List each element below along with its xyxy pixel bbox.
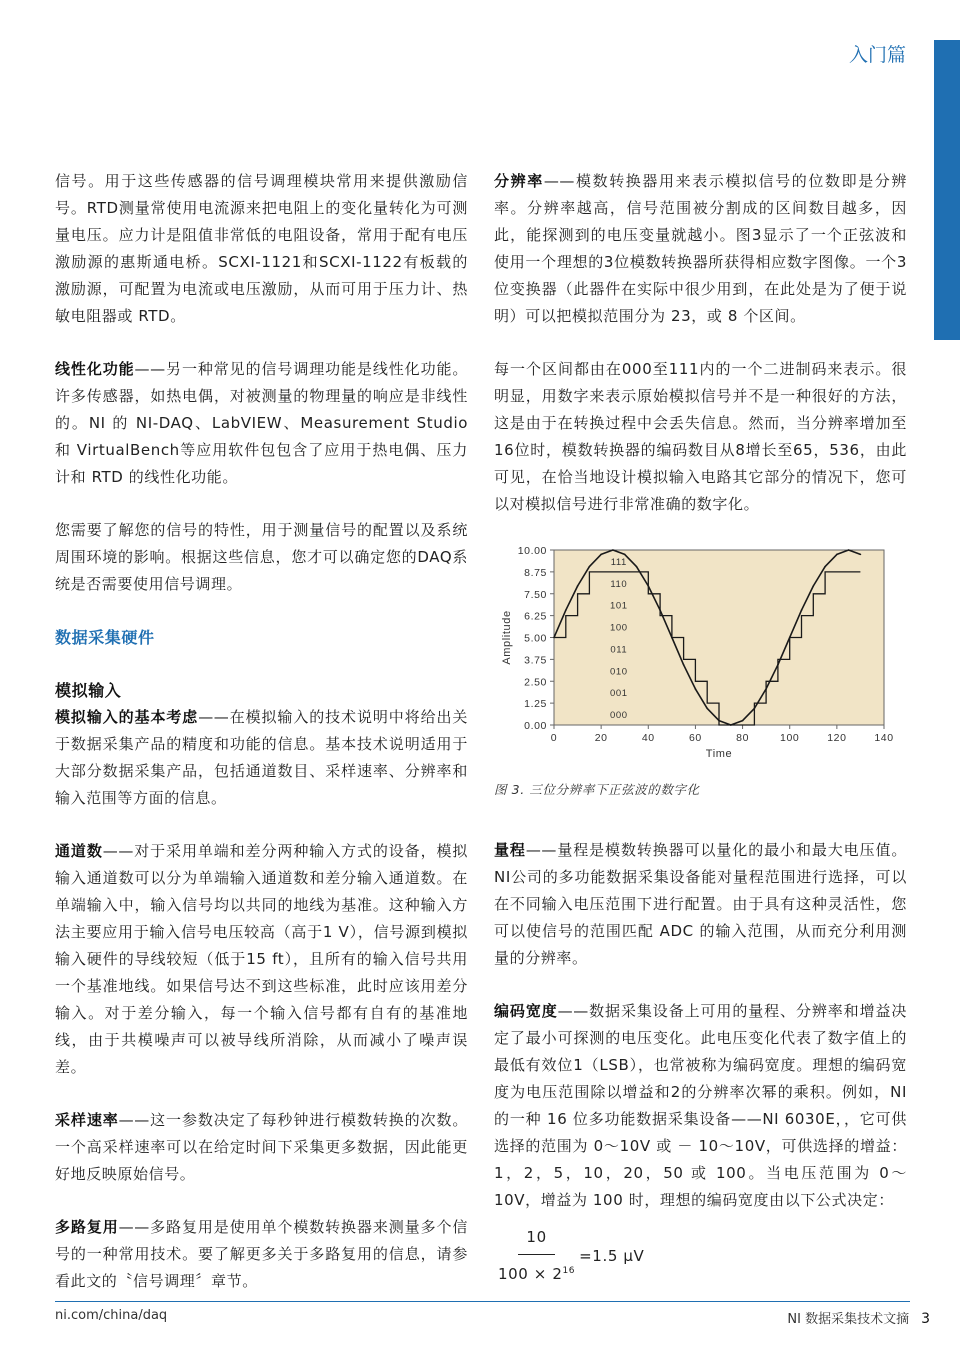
code-label: 100 [609,622,628,634]
plot-area [554,550,884,725]
figure [494,544,907,768]
denominator: $100 \times 2^{16}$ [498,1265,576,1283]
sine-point [624,554,626,556]
paragraph: 每一个区间都由在000至111内的一个二进制码来表示。很明显，用数字来表示原始模拟信号并不是一种很好的方法，这是由于在转换过程中会丢失信息。然而，当分辨率增加至16位时，模数转换器的编码数目从8增长至65，536，由此可见，在恰当地设计模拟输入电路其它部分的情况下，您可以对模拟信号进行非常准确的数字化。 [494,360,907,513]
page-number: 3 [921,1311,930,1327]
x-axis-label: Time [705,748,733,759]
code-label: 000 [609,710,628,722]
sine-point [777,664,779,666]
sine-point [600,554,602,556]
x-tick-label: 60 [688,732,702,744]
term: 量程 [494,841,526,859]
term: 编码宽度 [494,1002,558,1020]
footer-url[interactable]: ni.com/china/daq [55,1308,168,1323]
sine-point [706,708,708,710]
sine-point [836,554,838,556]
footer-rule [55,1301,910,1302]
formula [494,1224,907,1288]
y-tick-label: 0.00 [524,720,547,732]
sine-point [589,566,591,568]
y-tick-label: 2.50 [524,676,547,689]
term: 多路复用 [55,1218,119,1236]
sine-point [718,720,720,722]
term: 模拟输入的基本考虑 [55,708,199,726]
x-tick-label: 100 [780,732,800,744]
sine-point [801,609,803,611]
x-tick-label: 0 [550,732,558,744]
sine-point [789,637,791,639]
sine-point [824,566,826,568]
x-tick-label: 120 [827,732,847,744]
paragraph: 多路复用——多路复用是使用单个模数转换器来测量多个信号的一种常用技术。要了解更多关于多路复用的信息，请参看此文的〝信号调理〞章节。 [55,1218,469,1290]
y-tick-label: 5.00 [524,632,547,645]
code-label: 011 [610,644,628,656]
code-label: 001 [609,688,628,700]
paragraph: 通道数——对于采用单端和差分两种输入方式的设备，模拟输入通道数可以分为单端输入通道数和差分输入通道数。在单端输入中，输入信号均以共同的地线为基准。这种输入方法主要应用于输入信号电压较高（高于1 V），信号源到模拟输入硬件的导线较短（低于15 ft），且所有的输入信号共用一个基准地线。如果信号达不到这些标准，此时应该用差分输入。对于差分输入，每一个输入信号都有自有的基准地线，由于共模噪声可以被导线所消除，从而减小了噪声误差。 [55,842,468,1076]
sine-point [647,585,649,587]
left-column [55,168,468,1321]
paragraph: 线性化功能——另一种常见的信号调理功能是线性化功能。许多传感器，如热电偶，对被测量的物理量的响应是非线性的。NI 的 NI-DAQ、LabVIEW、Measurement Studio 和 VirtualBench等应用软件包包含了应用于热电偶、压力计和 RTD 的线性化功能。 [55,360,468,486]
sine-point [730,724,732,726]
sine-point [553,637,555,639]
x-tick-label: 140 [874,732,894,744]
term: 线性化功能 [55,360,135,378]
sine-point [860,554,862,556]
sine-point [812,585,814,587]
sub-title: 模拟输入 [55,681,122,700]
x-tick-label: 20 [594,732,608,744]
footer-title [787,1308,930,1327]
formula-result: =1.5 μV [579,1246,645,1265]
fraction [494,1224,579,1288]
paragraph: 模拟输入的基本考虑——在模拟输入的技术说明中将给出关于数据采集产品的精度和功能的信息。基本技术说明适用于大部分数据采集产品，包括通道数目、采样速率、分辨率和输入范围等方面的信息。 [55,708,469,807]
y-axis-label: Amplitude [501,610,513,665]
sine-point [671,637,673,639]
paragraph: 分辨率——模数转换器用来表示模拟信号的位数即是分辨率。分辨率越高，信号范围被分割成的区间数目越多，因此，能探测到的电压变量就越小。图3显示了一个正弦波和使用一个理想的3位模数转换器所获得相应数字图像。一个3位变换器（此器件在实际中很少用到，在此处是为了便于说明）可以把模拟范围分为 23，或 8 个区间。 [494,172,908,325]
y-tick-label: 3.75 [524,654,547,667]
code-label: 101 [609,600,628,612]
sine-point [742,720,744,722]
sine-point [612,549,614,551]
sine-point [565,609,567,611]
term: 通道数 [55,842,103,860]
paragraph: 采样速率——这一参数决定了每秒钟进行模数转换的次数。一个高采样速率可以在给定时间下采集更多数据，因此能更好地反映原始信号。 [55,1111,469,1183]
sine-point [683,664,685,666]
sine-point [695,688,697,690]
sine-digitization-chart [494,544,904,759]
x-tick-label: 40 [641,732,655,744]
y-tick-label: 7.50 [524,588,547,601]
section-header: 入门篇 [848,44,906,66]
code-label: 111 [610,556,627,568]
section-title: 数据采集硬件 [55,628,155,647]
x-tick-label: 80 [736,732,750,744]
y-tick-label: 6.25 [524,610,547,623]
y-tick-label: 8.75 [524,566,547,579]
sine-point [765,688,767,690]
term: 分辨率 [494,172,544,190]
side-tab [934,40,960,340]
publication-title: NI 数据采集技术文摘 [787,1312,910,1327]
figure-caption: 图 3. 三位分辨率下正弦波的数字化 [494,782,700,797]
paragraph: 您需要了解您的信号的特性，用于测量信号的配置以及系统周围环境的影响。根据这些信息，您才可以确定您的DAQ系统是否需要使用信号调理。 [55,521,468,593]
right-column [494,168,907,1288]
paragraph: 量程——量程是模数转换器可以量化的最小和最大电压值。NI公司的多功能数据采集设备能对量程范围进行选择，可以在不同输入电压范围下进行配置。由于具有这种灵活性，您可以使信号的范围匹配 ADC 的输入范围，从而充分利用测量的分辨率。 [494,841,908,967]
numerator: 10 [518,1224,554,1255]
paragraph: 信号。用于这些传感器的信号调理模块常用来提供激励信号。RTD测量常使用电流源来把电阻上的变化量转化为可测量电压。应力计是阻值非常低的电阻设备，常用于配有电压激励源的惠斯通电桥。SCXI-1121和SCXI-1122有板载的激励源，可配置为电流或电压激励，从而可用于压力计、热敏电阻器或 RTD。 [55,172,468,325]
code-label: 010 [609,666,628,678]
sine-point [636,566,638,568]
sine-point [848,549,850,551]
sine-point [577,585,579,587]
y-tick-label: 10.00 [517,545,547,557]
y-tick-label: 1.25 [524,698,547,711]
sine-point [754,708,756,710]
term: 采样速率 [55,1111,119,1129]
code-label: 110 [610,578,628,590]
sine-point [659,609,661,611]
paragraph: 编码宽度——数据采集设备上可用的量程、分辨率和增益决定了最小可探测的电压变化。此电压变化代表了数字值上的最低有效位1（LSB），也常被称为编码宽度。理想的编码宽度为电压范围除以增益和2的分辨率次幂的乘积。例如，NI的一种 16 位多功能数据采集设备——NI 6030E，，它可供选择的范围为 0～10V 或 － 10～10V，可供选择的增益：1，2，5，10，20，50 或 100。当电压范围为 0～10V，增益为 100 时，理想的编码宽度由以下公式决定： [494,1002,908,1209]
